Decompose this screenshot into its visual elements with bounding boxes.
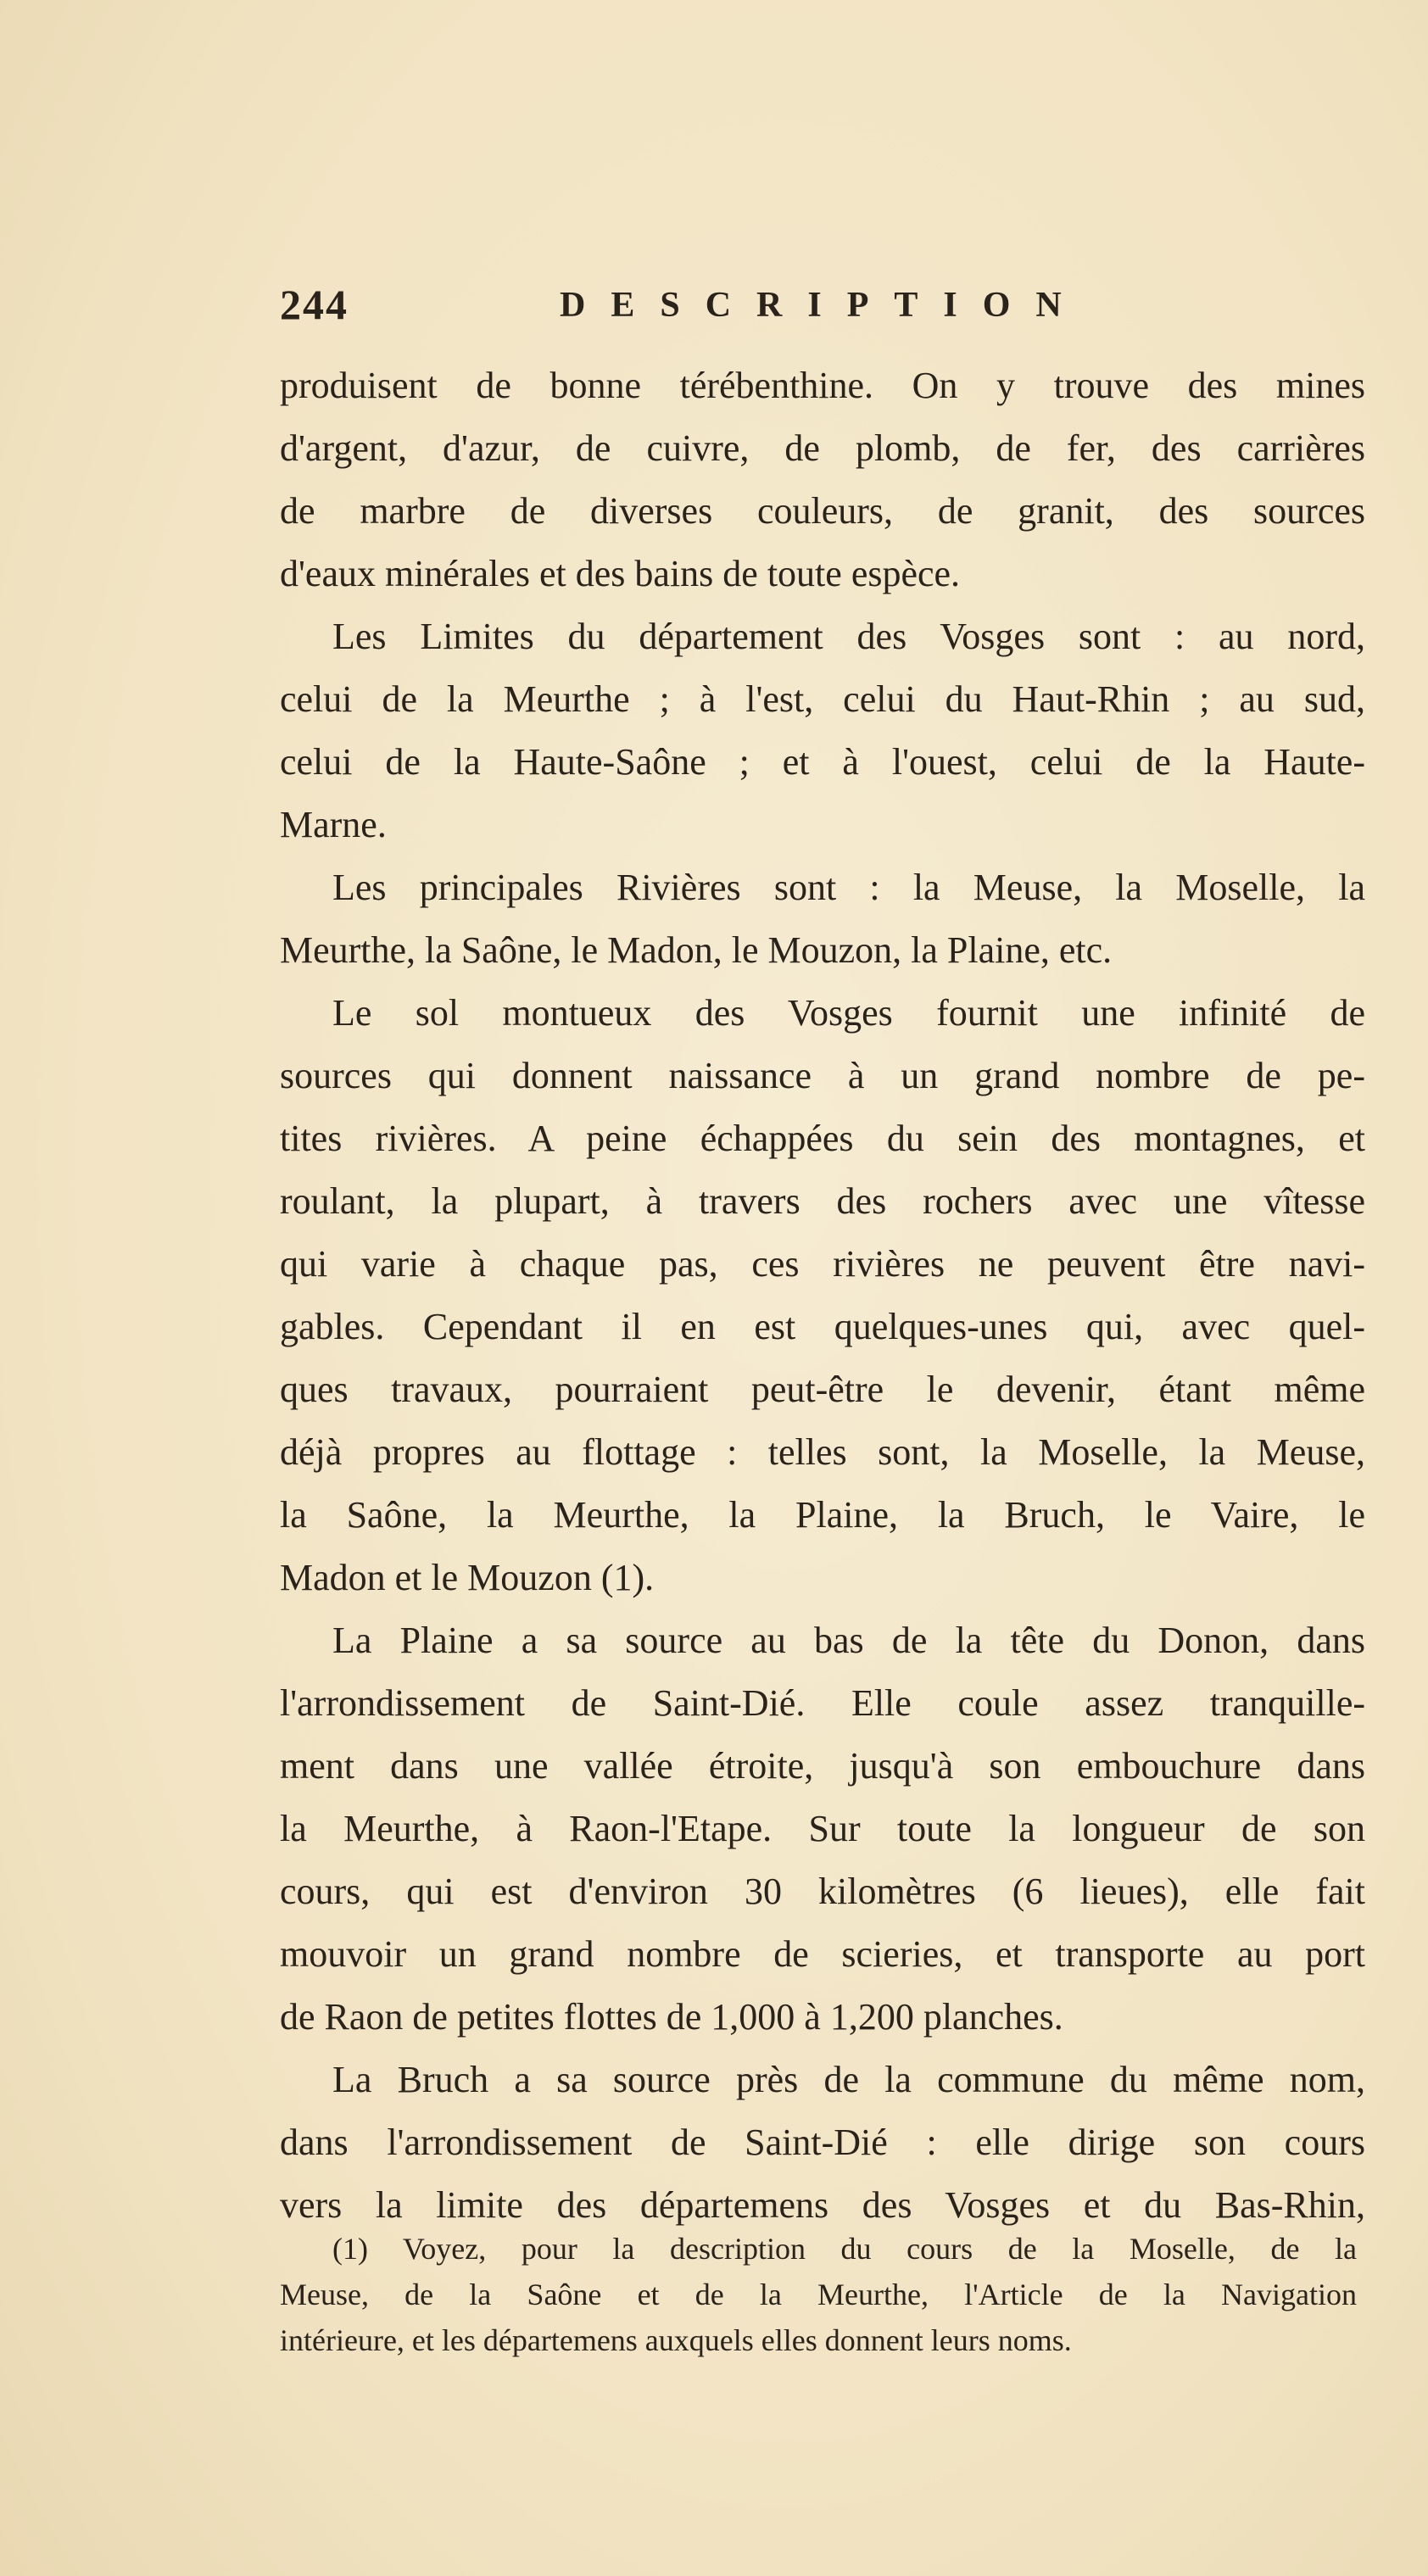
- text-line: vers la limite des départemens des Vosges et du Bas-Rhin,: [280, 2184, 1365, 2226]
- text-line: celui de la Meurthe ; à l'est, celui du Haut-Rhin ; au sud,: [280, 678, 1365, 720]
- text-line: Meurthe, la Saône, le Madon, le Mouzon, la Plaine, etc.: [280, 929, 1113, 971]
- running-title: DESCRIPTION: [560, 286, 1087, 325]
- text-line: mouvoir un grand nombre de scieries, et transporte au port: [280, 1933, 1365, 1975]
- text-line: Les Limites du département des Vosges sont : au nord,: [332, 616, 1365, 657]
- page-number: 244: [280, 281, 349, 328]
- text-line: la Saône, la Meurthe, la Plaine, la Bruch, le Vaire, le: [280, 1494, 1365, 1536]
- text-line: qui varie à chaque pas, ces rivières ne peuvent être navi-: [280, 1243, 1365, 1285]
- footnote-line: Meuse, de la Saône et de la Meurthe, l'Article de la Navigation: [280, 2278, 1357, 2311]
- text-line: cours, qui est d'environ 30 kilomètres (6 lieues), elle fait: [280, 1871, 1365, 1912]
- text-line: d'eaux minérales et des bains de toute espèce.: [280, 553, 961, 594]
- text-line: sources qui donnent naissance à un grand nombre de pe-: [280, 1055, 1365, 1096]
- text-line: produisent de bonne térébenthine. On y trouve des mines: [280, 365, 1365, 406]
- text-line: dans l'arrondissement de Saint-Dié : elle dirige son cours: [280, 2122, 1365, 2163]
- text-line: ment dans une vallée étroite, jusqu'à son embouchure dans: [280, 1745, 1365, 1787]
- text-line: Le sol montueux des Vosges fournit une infinité de: [332, 992, 1365, 1034]
- footnote: [280, 2226, 1357, 2363]
- footnote-line: (1) Voyez, pour la description du cours de la Moselle, de la: [332, 2232, 1357, 2266]
- text-line: déjà propres au flottage : telles sont, la Moselle, la Meuse,: [280, 1431, 1365, 1473]
- text-line: La Bruch a sa source près de la commune du même nom,: [332, 2059, 1365, 2100]
- text-line: roulant, la plupart, à travers des rochers avec une vîtesse: [280, 1180, 1365, 1222]
- main-text: [280, 354, 1365, 2237]
- text-line: l'arrondissement de Saint-Dié. Elle coule assez tranquille-: [280, 1682, 1365, 1724]
- text-line: Madon et le Mouzon (1).: [280, 1557, 655, 1598]
- text-line: gables. Cependant il en est quelques-unes qui, avec quel-: [280, 1306, 1365, 1347]
- text-line: de Raon de petites flottes de 1,000 à 1,200 planches.: [280, 1996, 1063, 2038]
- text-line: Les principales Rivières sont : la Meuse, la Moselle, la: [332, 867, 1365, 908]
- text-line: La Plaine a sa source au bas de la tête du Donon, dans: [332, 1620, 1365, 1661]
- page-header: [280, 280, 1357, 331]
- text-line: d'argent, d'azur, de cuivre, de plomb, de fer, des carrières: [280, 427, 1365, 469]
- text-line: ques travaux, pourraient peut-être le devenir, étant même: [280, 1369, 1365, 1410]
- text-line: Marne.: [280, 804, 387, 845]
- text-line: de marbre de diverses couleurs, de granit, des sources: [280, 490, 1365, 532]
- text-line: tites rivières. A peine échappées du sein des montagnes, et: [280, 1118, 1365, 1159]
- text-line: celui de la Haute-Saône ; et à l'ouest, celui de la Haute-: [280, 741, 1365, 783]
- footnote-line: intérieure, et les départemens auxquels elles donnent leurs noms.: [280, 2323, 1072, 2357]
- text-line: la Meurthe, à Raon-l'Etape. Sur toute la longueur de son: [280, 1808, 1365, 1849]
